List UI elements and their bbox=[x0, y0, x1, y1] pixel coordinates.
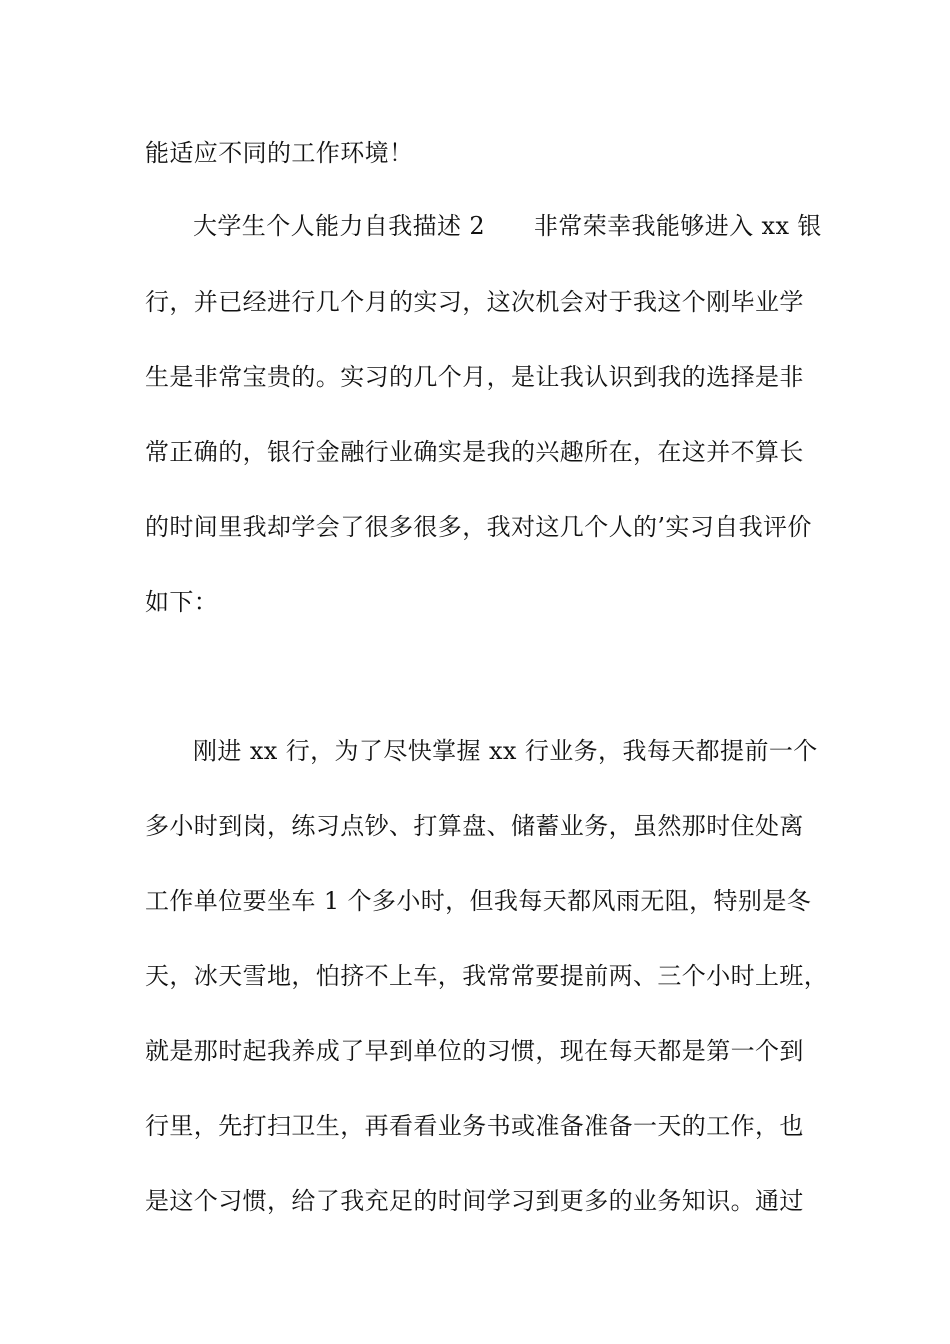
text-line: 能适应不同的工作环境！ bbox=[145, 139, 414, 167]
text-line: 的时间里我却学会了很多很多，我对这几个人的’实习自我评价 bbox=[145, 513, 812, 541]
text-line: 工作单位要坐车 1 个多小时，但我每天都风雨无阻，特别是冬 bbox=[145, 887, 812, 915]
text-line: 常正确的，银行金融行业确实是我的兴趣所在，在这并不算长 bbox=[145, 438, 804, 466]
text-line: 行，并已经进行几个月的实习，这次机会对于我这个刚毕业学 bbox=[145, 288, 804, 316]
text-line: 行里，先打扫卫生，再看看业务书或准备准备一天的工作，也 bbox=[145, 1112, 804, 1140]
text-line: 大学生个人能力自我描述 2 非常荣幸我能够进入 xx 银 bbox=[193, 212, 822, 240]
text-line: 天，冰天雪地，怕挤不上车，我常常要提前两、三个小时上班， bbox=[145, 962, 829, 990]
text-line: 生是非常宝贵的。实习的几个月，是让我认识到我的选择是非 bbox=[145, 363, 804, 391]
text-line: 就是那时起我养成了早到单位的习惯，现在每天都是第一个到 bbox=[145, 1037, 804, 1065]
text-line: 刚进 xx 行，为了尽快掌握 xx 行业务，我每天都提前一个 bbox=[193, 737, 818, 765]
text-line: 是这个习惯，给了我充足的时间学习到更多的业务知识。通过 bbox=[145, 1187, 804, 1215]
text-line: 如下： bbox=[145, 588, 219, 616]
text-line: 多小时到岗，练习点钞、打算盘、储蓄业务，虽然那时住处离 bbox=[145, 812, 804, 840]
